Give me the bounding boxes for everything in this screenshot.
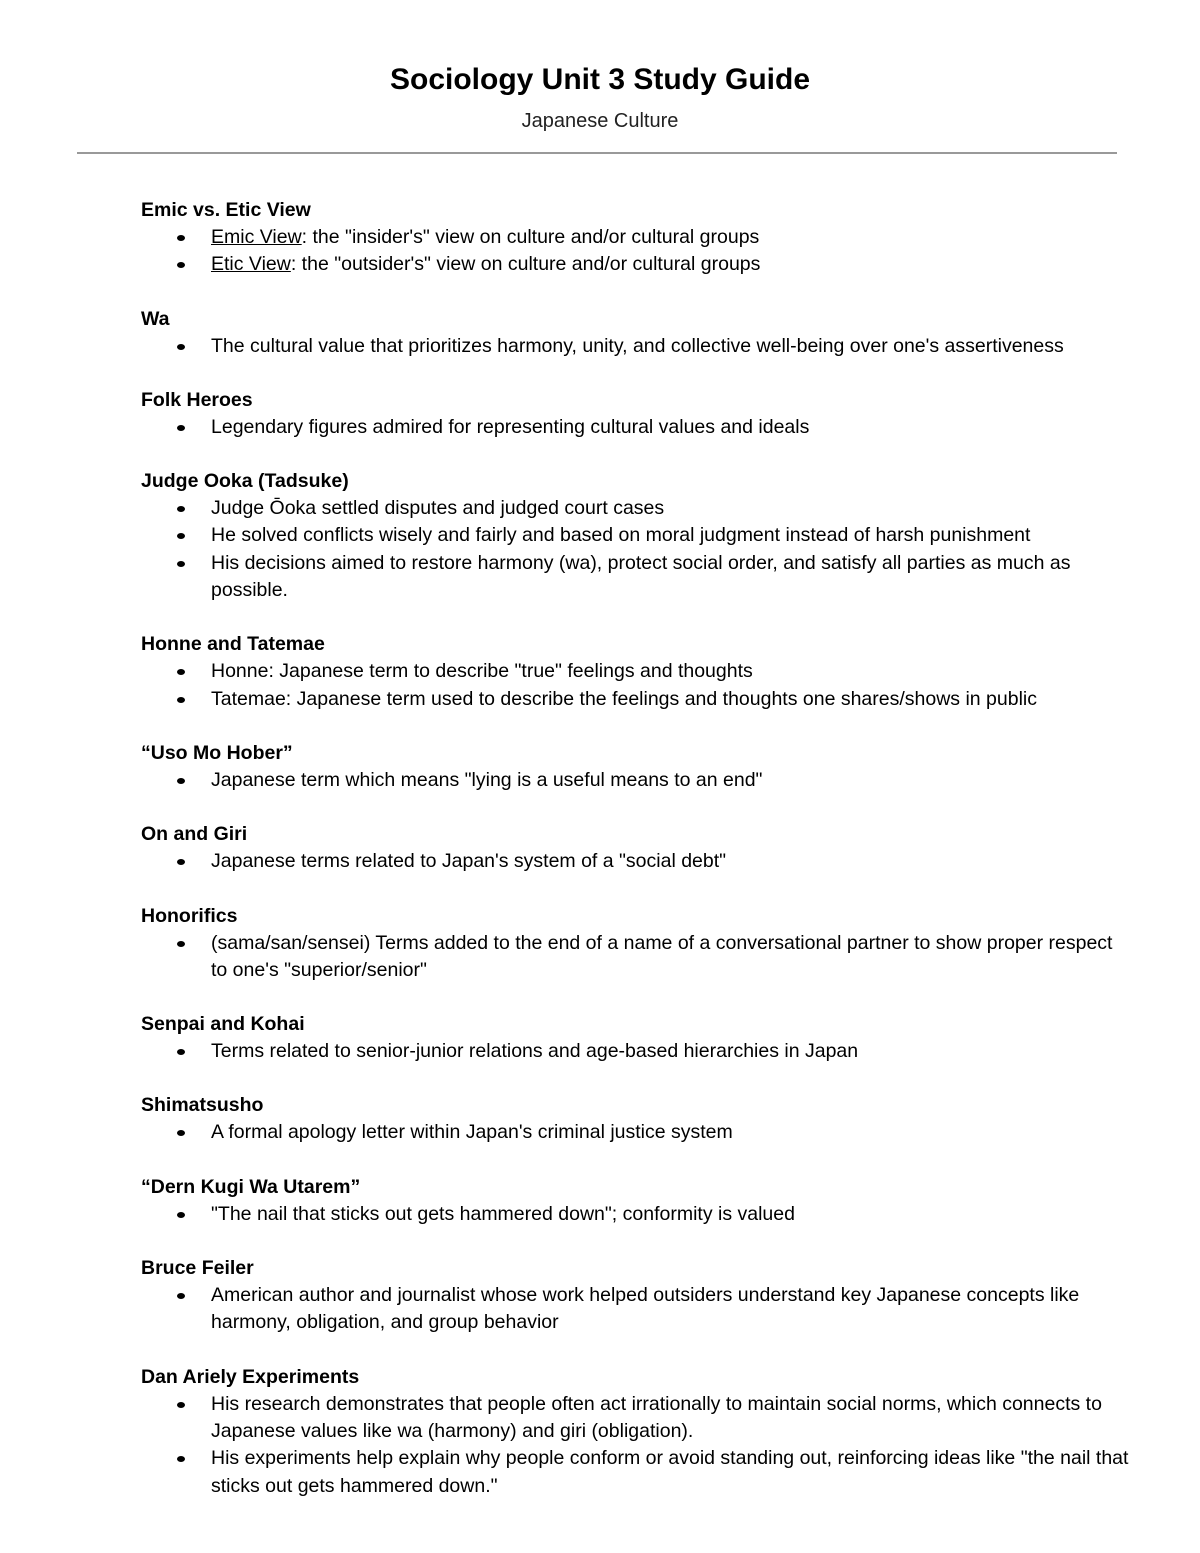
list-item <box>141 1445 1131 1500</box>
item-text: (sama/san/sensei) Terms added to the end of a name of a conversational partner to show proper respect to one's "superior/senior" <box>211 931 1113 981</box>
list-item <box>141 495 1131 522</box>
list-item <box>141 1119 1131 1146</box>
bullet-icon <box>177 1402 185 1408</box>
list-item <box>141 930 1131 985</box>
item-text: Judge Ōoka settled disputes and judged court cases <box>211 497 665 520</box>
item-text: He solved conflicts wisely and fairly and based on moral judgment instead of harsh punishment <box>211 524 1031 547</box>
bullet-list <box>141 224 1131 279</box>
section <box>141 468 1131 604</box>
section <box>141 1011 1131 1065</box>
list-item <box>141 550 1131 605</box>
bullet-list <box>141 848 1131 875</box>
bullet-list <box>141 658 1131 713</box>
section-heading: Shimatsusho <box>141 1094 264 1117</box>
item-text: His research demonstrates that people often act irrationally to maintain social norms, which connects to Japanese values like wa (harmony) and giri (obligation). <box>211 1392 1102 1442</box>
study-guide-content <box>141 197 1131 1527</box>
item-text: The cultural value that prioritizes harmony, unity, and collective well-being over one's assertiveness <box>211 334 1064 357</box>
section <box>141 1174 1131 1228</box>
bullet-list <box>141 767 1131 794</box>
bullet-icon <box>177 697 185 703</box>
bullet-icon <box>177 344 185 350</box>
section-heading: Wa <box>141 307 170 330</box>
bullet-list <box>141 1119 1131 1146</box>
section <box>141 387 1131 441</box>
list-item <box>141 414 1131 441</box>
bullet-icon <box>177 1456 185 1462</box>
section <box>141 1364 1131 1500</box>
bullet-icon <box>177 941 185 947</box>
bullet-icon <box>177 1130 185 1136</box>
term-label: Emic View <box>211 226 302 248</box>
section-heading: On and Giri <box>141 823 248 846</box>
section-heading: Dan Ariely Experiments <box>141 1365 360 1388</box>
document-subtitle: Japanese Culture <box>521 110 679 132</box>
item-text: American author and journalist whose work helped outsiders understand key Japanese concepts like harmony, obligation, and group behavior <box>211 1284 1080 1334</box>
title-divider <box>77 152 1117 154</box>
bullet-list <box>141 1038 1131 1065</box>
item-text: : the "outsider's" view on culture and/or cultural groups <box>290 253 761 276</box>
bullet-icon <box>177 1049 185 1055</box>
bullet-icon <box>177 561 185 567</box>
section-heading: Bruce Feiler <box>141 1257 254 1280</box>
section-heading: Honne and Tatemae <box>141 633 325 656</box>
bullet-icon <box>177 1293 185 1299</box>
list-item <box>141 251 1131 278</box>
list-item <box>141 224 1131 251</box>
section <box>141 821 1131 875</box>
bullet-list <box>141 1391 1131 1500</box>
section <box>141 631 1131 713</box>
section <box>141 1255 1131 1337</box>
bullet-icon <box>177 669 185 675</box>
bullet-icon <box>177 859 185 865</box>
section-heading: Folk Heroes <box>141 388 253 411</box>
bullet-list <box>141 333 1131 360</box>
section <box>141 306 1131 360</box>
bullet-icon <box>177 1212 185 1218</box>
bullet-list <box>141 930 1131 985</box>
bullet-list <box>141 1201 1131 1228</box>
bullet-list <box>141 495 1131 604</box>
bullet-icon <box>177 533 185 539</box>
list-item <box>141 522 1131 549</box>
section <box>141 1092 1131 1146</box>
item-text: Honne: Japanese term to describe "true" feelings and thoughts <box>211 660 753 683</box>
term-label: Etic View <box>211 253 291 276</box>
item-text: : the "insider's" view on culture and/or cultural groups <box>301 226 760 248</box>
list-item <box>141 848 1131 875</box>
list-item <box>141 658 1131 685</box>
section-heading: Senpai and Kohai <box>141 1013 305 1036</box>
section <box>141 903 1131 985</box>
section <box>141 197 1131 279</box>
bullet-list <box>141 414 1131 441</box>
list-item <box>141 1201 1131 1228</box>
list-item <box>141 333 1131 360</box>
section-heading: “Uso Mo Hober” <box>141 741 293 764</box>
item-text: His decisions aimed to restore harmony (wa), protect social order, and satisfy all parties as much as possible. <box>211 551 1071 602</box>
item-text: A formal apology letter within Japan's criminal justice system <box>211 1121 733 1144</box>
list-item <box>141 767 1131 794</box>
item-text: Legendary figures admired for representing cultural values and ideals <box>211 415 810 438</box>
section <box>141 740 1131 794</box>
bullet-list <box>141 1282 1131 1337</box>
section-heading: “Dern Kugi Wa Utarem” <box>141 1175 361 1198</box>
document-title: Sociology Unit 3 Study Guide <box>389 63 811 96</box>
item-text: Japanese term which means "lying is a useful means to an end" <box>211 768 763 791</box>
list-item <box>141 686 1131 713</box>
list-item <box>141 1038 1131 1065</box>
item-text: Terms related to senior-junior relations and age-based hierarchies in Japan <box>211 1040 859 1063</box>
item-text: Tatemae: Japanese term used to describe the feelings and thoughts one shares/shows in public <box>211 687 1038 710</box>
item-text: His experiments help explain why people conform or avoid standing out, reinforcing ideas like "the nail that sticks out gets hammered down." <box>211 1447 1129 1497</box>
item-text: Japanese terms related to Japan's system of a "social debt" <box>211 850 727 873</box>
item-text: "The nail that sticks out gets hammered down"; conformity is valued <box>211 1202 795 1225</box>
bullet-icon <box>177 235 185 241</box>
bullet-icon <box>177 778 185 784</box>
list-item <box>141 1282 1131 1337</box>
bullet-icon <box>177 425 185 431</box>
section-heading: Judge Ooka (Tadsuke) <box>141 470 349 493</box>
bullet-icon <box>177 262 185 268</box>
list-item <box>141 1391 1131 1446</box>
section-heading: Honorifics <box>141 904 238 927</box>
section-heading: Emic vs. Etic View <box>141 199 311 221</box>
bullet-icon <box>177 506 185 512</box>
